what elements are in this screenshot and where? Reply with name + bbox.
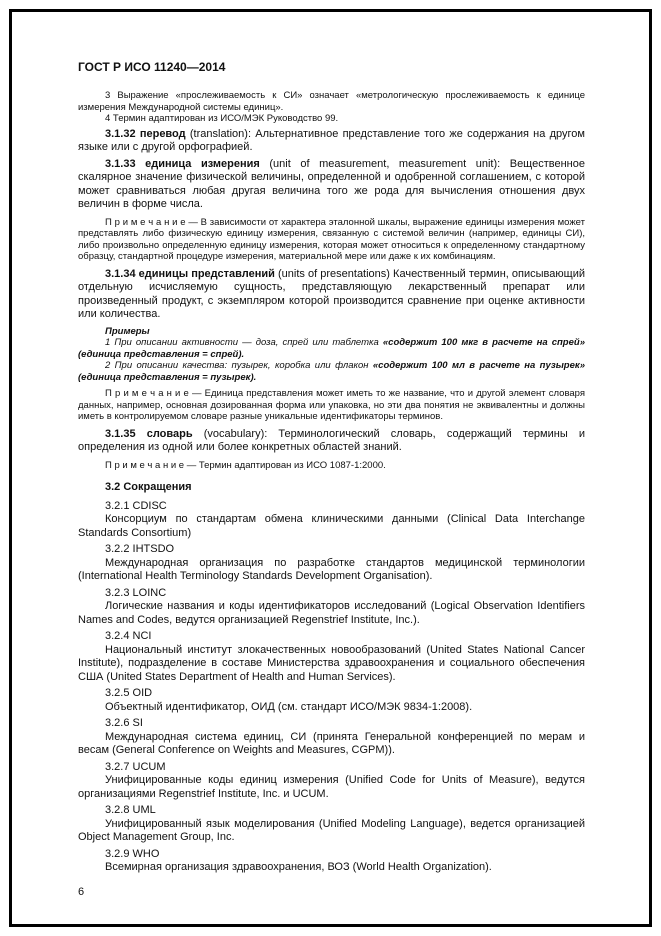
abbr-number-ucum: 3.2.7 UCUM: [105, 760, 166, 773]
abbr-description-ihtsdo: Международная организация по разработке стандартов медицинской терминологии (International Health Terminology Standards Development Organisation).: [78, 556, 585, 582]
footnote-3: 3 Выражение «прослеживаемость к СИ» означает «метрологическую прослеживаемость к единице измерения Международной системы единиц».: [78, 90, 585, 113]
abbr-description-who: Всемирная организация здравоохранения, ВОЗ (World Health Organization).: [105, 861, 492, 873]
example-text: 1 При описании активности — доза, спрей или таблетка: [105, 337, 383, 348]
section-heading-3-2: 3.2 Сокращения: [105, 481, 192, 493]
term-3-1-35: [78, 428, 585, 455]
term-definition: (units of presentations) Качественный термин, описывающий отдельную исчисляемую сущность, представляющую лекарственный препарат или произведенный продукт, с экземпляром которой производится сравнение при оценке активности или количества.: [78, 267, 585, 320]
abbr-number-ihtsdo: 3.2.2 IHTSDO: [105, 543, 175, 555]
examples-title: Примеры: [105, 325, 150, 337]
term-lead: 3.1.33 единица измерения: [105, 157, 260, 170]
abbr-description-loinc: Логические названия и коды идентификаторов исследований (Logical Observation Identifiers Names and Codes, ведутся организацией Regenstrief Institute, Inc.).: [78, 600, 585, 626]
note-3-1-33: П р и м е ч а н и е — В зависимости от характера эталонной шкалы, выражение единицы измерения может представлять либо физическую единицу измерения, связанную с системой величин (например, единицы СИ), либо произвольно определенную единицу измерения, которая может относиться к определенному стандартному образцу, стандартной процедуре измерения, материальной мере или даже к их комбинациям.: [78, 216, 585, 262]
footnote-4: 4 Термин адаптирован из ИСО/МЭК Руководство 99.: [105, 113, 339, 124]
page-border: [9, 9, 652, 927]
abbr-description-cdisc: Консорциум по стандартам обмена клиническими данными (Clinical Data Interchange Standards Consortium): [78, 513, 585, 539]
abbr-number-nci: 3.2.4 NCI: [105, 630, 152, 642]
term-3-1-33: [78, 158, 585, 212]
term-definition: (translation): Альтернативное представление того же содержания на другом языке или с другой орфографией.: [78, 127, 585, 153]
example-emphasis: «содержит 100 мкг в расчете на спрей» (единица представления = спрей).: [78, 337, 585, 360]
page-number: 6: [78, 886, 85, 898]
abbr-description-nci: Национальный институт злокачественных новообразований (United States National Cancer Institute), подразделение в составе Министерства здравоохранения и социального обеспечения США (United States Department of Health and Human Services).: [78, 643, 585, 683]
abbr-number-loinc: 3.2.3 LOINC: [105, 586, 167, 599]
example-2: [78, 360, 585, 383]
abbr-number-si: 3.2.6 SI: [105, 717, 143, 729]
doc-number: ГОСТ Р ИСО 11240—2014: [78, 60, 226, 74]
term-lead: 3.1.34 единицы представлений: [105, 267, 275, 280]
example-1: [78, 337, 585, 360]
example-emphasis: «содержит 100 мл в расчете на пузырек» (единица представления = пузырек).: [78, 360, 585, 383]
abbr-number-cdisc: 3.2.1 CDISC: [105, 499, 167, 512]
abbr-number-who: 3.2.9 WHO: [105, 847, 160, 860]
page-content: [78, 90, 585, 875]
note-3-1-34: П р и м е ч а н и е — Единица представления может иметь то же название, что и другой элемент словаря данных, например, основная дозированная форма или упаковка, но эти два понятия не эквивалентны и должны иметь в контролируемом словаре разные уникальные идентификаторы терминов.: [78, 388, 585, 422]
example-text: 2 При описании качества: пузырек, коробка или флакон: [105, 360, 373, 371]
abbr-description-si: Международная система единиц, СИ (принята Генеральной конференцией по мерам и весам (General Conference on Weights and Measures, CGPM)).: [78, 730, 585, 756]
abbr-description-oid: Объектный идентификатор, ОИД (см. стандарт ИСО/МЭК 9834-1:2008).: [105, 700, 473, 713]
term-3-1-34: [78, 268, 585, 322]
abbr-number-oid: 3.2.5 OID: [105, 687, 153, 699]
note-3-1-35: П р и м е ч а н и е — Термин адаптирован из ИСО 1087-1:2000.: [105, 459, 386, 471]
term-definition: (unit of measurement, measurement unit): Вещественное скалярное значение физической величины, определенной и одобренной соглашением, с которой может сравниваться любая другая величина того же рода для вычисления отношения двух величин в форме числа.: [78, 157, 585, 210]
term-3-1-32: [78, 128, 585, 155]
abbr-description-ucum: Унифицированные коды единиц измерения (Unified Code for Units of Measure), ведутся организациями Regenstrief Institute, Inc. и UCUM.: [78, 774, 585, 800]
abbr-number-uml: 3.2.8 UML: [105, 804, 156, 816]
abbr-description-uml: Унифицированный язык моделирования (Unified Modeling Language), ведется организацией Object Management Group, Inc.: [78, 817, 585, 843]
term-lead: 3.1.35 словарь: [105, 427, 193, 440]
term-definition: (vocabulary): Терминологический словарь, содержащий термины и определения из одной или более конкретных областей знаний.: [78, 427, 586, 453]
term-lead: 3.1.32 перевод: [105, 127, 186, 140]
